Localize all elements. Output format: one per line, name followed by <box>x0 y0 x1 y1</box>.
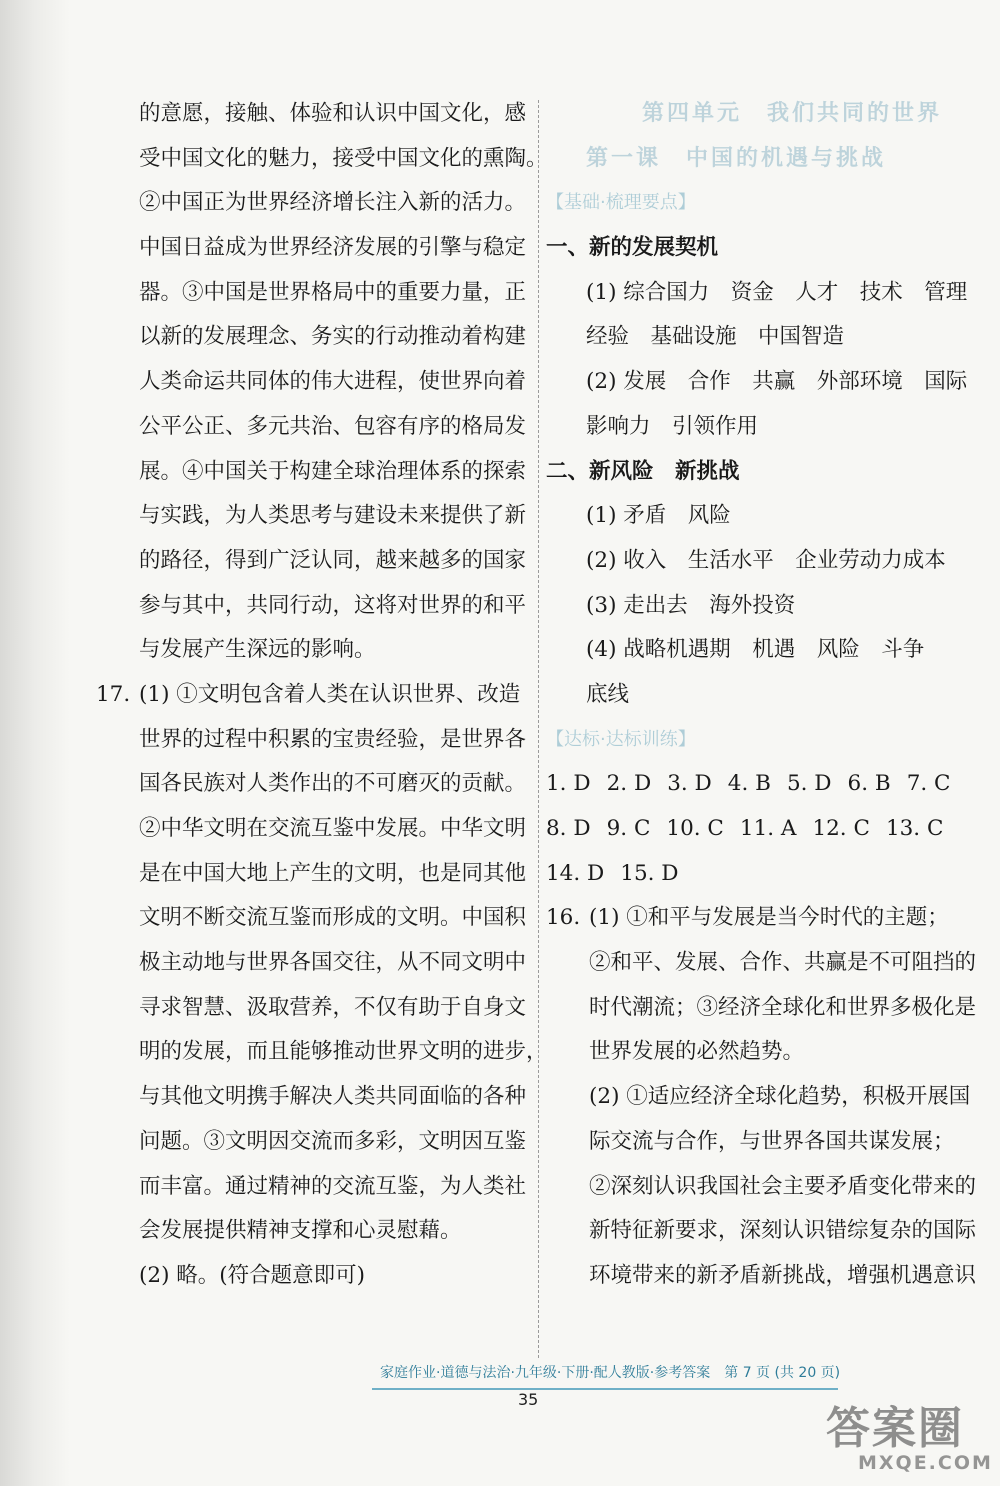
question-17-first-line <box>96 673 526 718</box>
text-line: ②和平、发展、合作、共赢是不可阻挡的 <box>589 950 977 976</box>
question-number: 17. <box>96 681 131 707</box>
text-line: 展。④中国关于构建全球治理体系的探索 <box>139 458 527 484</box>
text-line: 会发展提供精神支撑和心灵慰藉。 <box>139 1218 462 1244</box>
text-line: (1) 矛盾 风险 <box>586 503 731 529</box>
page-number: 35 <box>518 1390 539 1409</box>
text-line: 影响力 引领作用 <box>586 413 759 439</box>
text-line: 经验 基础设施 中国智造 <box>586 324 845 350</box>
text-line: (1) ①文明包含着人类在认识世界、改造 <box>139 681 521 707</box>
text-line: 与实践，为人类思考与建设未来提供了新 <box>139 503 527 529</box>
text-line: ②中华文明在交流互鉴中发展。中华文明 <box>139 816 527 841</box>
answer-item: 1. D <box>546 771 591 797</box>
text-line: 是在中国大地上产生的文明，也是同其他 <box>139 860 527 886</box>
text-line: 而丰富。通过精神的交流互鉴，为人类社 <box>139 1173 527 1199</box>
text-line: (2) 收入 生活水平 企业劳动力成本 <box>586 547 946 573</box>
text-line: ②中国正为世界经济增长注入新的活力。 <box>139 190 527 216</box>
answer-item: 15. D <box>620 860 679 886</box>
text-line: 与其他文明携手解决人类共同面临的各种 <box>139 1084 527 1110</box>
question-16-first-line <box>546 896 976 941</box>
text-line: (2) 略。(符合题意即可) <box>139 1262 366 1288</box>
text-line: 受中国文化的魅力，接受中国文化的熏陶。 <box>139 145 548 171</box>
text-line: 寻求智慧、汲取营养，不仅有助于自身文 <box>139 994 527 1020</box>
answer-item: 13. C <box>885 816 944 841</box>
answer-item: 5. D <box>786 771 832 797</box>
answer-item: 9. C <box>606 816 651 841</box>
watermark-url: MXQE.COM <box>858 1452 993 1474</box>
text-line: 国各民族对人类作出的不可磨灭的贡献。 <box>139 771 527 797</box>
lesson-title: 第一课 中国的机遇与挑战 <box>586 145 887 171</box>
text-line: ②深刻认识我国社会主要矛盾变化带来的 <box>589 1173 977 1199</box>
text-line: 以新的发展理念、务实的行动推动着构建 <box>139 324 527 350</box>
text-line: 世界的过程中积累的宝贵经验，是世界各 <box>139 726 527 752</box>
text-line: 世界发展的必然趋势。 <box>589 1039 805 1065</box>
text-line: 公平公正、多元共治、包容有序的格局发 <box>139 413 527 439</box>
footer-rule <box>372 1388 838 1390</box>
answer-item: 11. A <box>739 816 797 841</box>
text-line: 底线 <box>586 681 630 707</box>
text-line: (1) ①和平与发展是当今时代的主题； <box>589 905 949 931</box>
text-line: 时代潮流；③经济全球化和世界多极化是 <box>589 994 977 1020</box>
answer-row <box>546 852 976 897</box>
answer-item: 3. D <box>667 771 712 797</box>
right-column <box>546 92 976 1299</box>
text-line: 极主动地与世界各国交往，从不同文明中 <box>139 950 527 976</box>
header-bleed-through <box>280 0 840 28</box>
answer-item: 8. D <box>546 816 591 841</box>
left-column <box>96 92 548 1299</box>
answer-item: 12. C <box>812 816 870 841</box>
answer-row <box>546 807 976 852</box>
text-line: (2) ①适应经济全球化趋势，积极开展国 <box>589 1084 971 1110</box>
text-line: (4) 战略机遇期 机遇 风险 斗争 <box>586 637 925 663</box>
answer-item: 7. C <box>906 771 951 797</box>
heading-new-risks: 二、新风险 新挑战 <box>546 458 740 484</box>
answer-item: 2. D <box>606 771 652 797</box>
text-line: (2) 发展 合作 共赢 外部环境 国际 <box>586 369 968 395</box>
heading-new-opportunity: 一、新的发展契机 <box>546 235 719 261</box>
answer-item: 4. B <box>727 771 771 797</box>
text-line: 明的发展，而且能够推动世界文明的进步， <box>139 1039 548 1065</box>
text-line: 的意愿，接触、体验和认识中国文化，感 <box>139 101 527 126</box>
text-line: (1) 综合国力 资金 人才 技术 管理 <box>586 279 968 305</box>
text-line: 文明不断交流互鉴而形成的文明。中国积 <box>139 905 527 931</box>
text-line: 中国日益成为世界经济发展的引擎与稳定 <box>139 235 527 261</box>
text-line: 人类命运共同体的伟大进程，使世界向着 <box>139 369 527 395</box>
site-watermark <box>818 1392 994 1480</box>
page-edge-shadow <box>0 0 70 1486</box>
text-line: 环境带来的新矛盾新挑战，增强机遇意识 <box>589 1262 977 1288</box>
section-tag-training: 【达标·达标训练】 <box>546 728 696 750</box>
text-line: 与发展产生深远的影响。 <box>139 637 376 663</box>
text-line: 器。③中国是世界格局中的重要力量，正 <box>139 279 527 305</box>
text-line: 参与其中，共同行动，这将对世界的和平 <box>139 592 527 618</box>
answer-item: 6. B <box>847 771 891 797</box>
text-line: 际交流与合作，与世界各国共谋发展； <box>589 1128 955 1154</box>
text-line: (3) 走出去 海外投资 <box>586 592 796 618</box>
answer-row <box>546 762 976 807</box>
section-tag-review: 【基础·梳理要点】 <box>546 192 696 214</box>
unit-title: 第四单元 我们共同的世界 <box>642 101 943 126</box>
column-divider <box>538 100 539 1358</box>
question-number: 16. <box>546 905 581 931</box>
page-footer: 家庭作业·道德与法治·九年级·下册·配人教版·参考答案 第 7 页 (共 20 页) <box>380 1365 841 1381</box>
text-line: 问题。③文明因交流而多彩，文明因互鉴 <box>139 1128 527 1154</box>
text-line: 的路径，得到广泛认同，越来越多的国家 <box>139 547 527 573</box>
answer-item: 14. D <box>546 860 605 886</box>
answer-item: 10. C <box>666 816 724 841</box>
watermark-logo: 答案圈 <box>826 1403 964 1454</box>
text-line: 新特征新要求，深刻认识错综复杂的国际 <box>589 1218 977 1244</box>
